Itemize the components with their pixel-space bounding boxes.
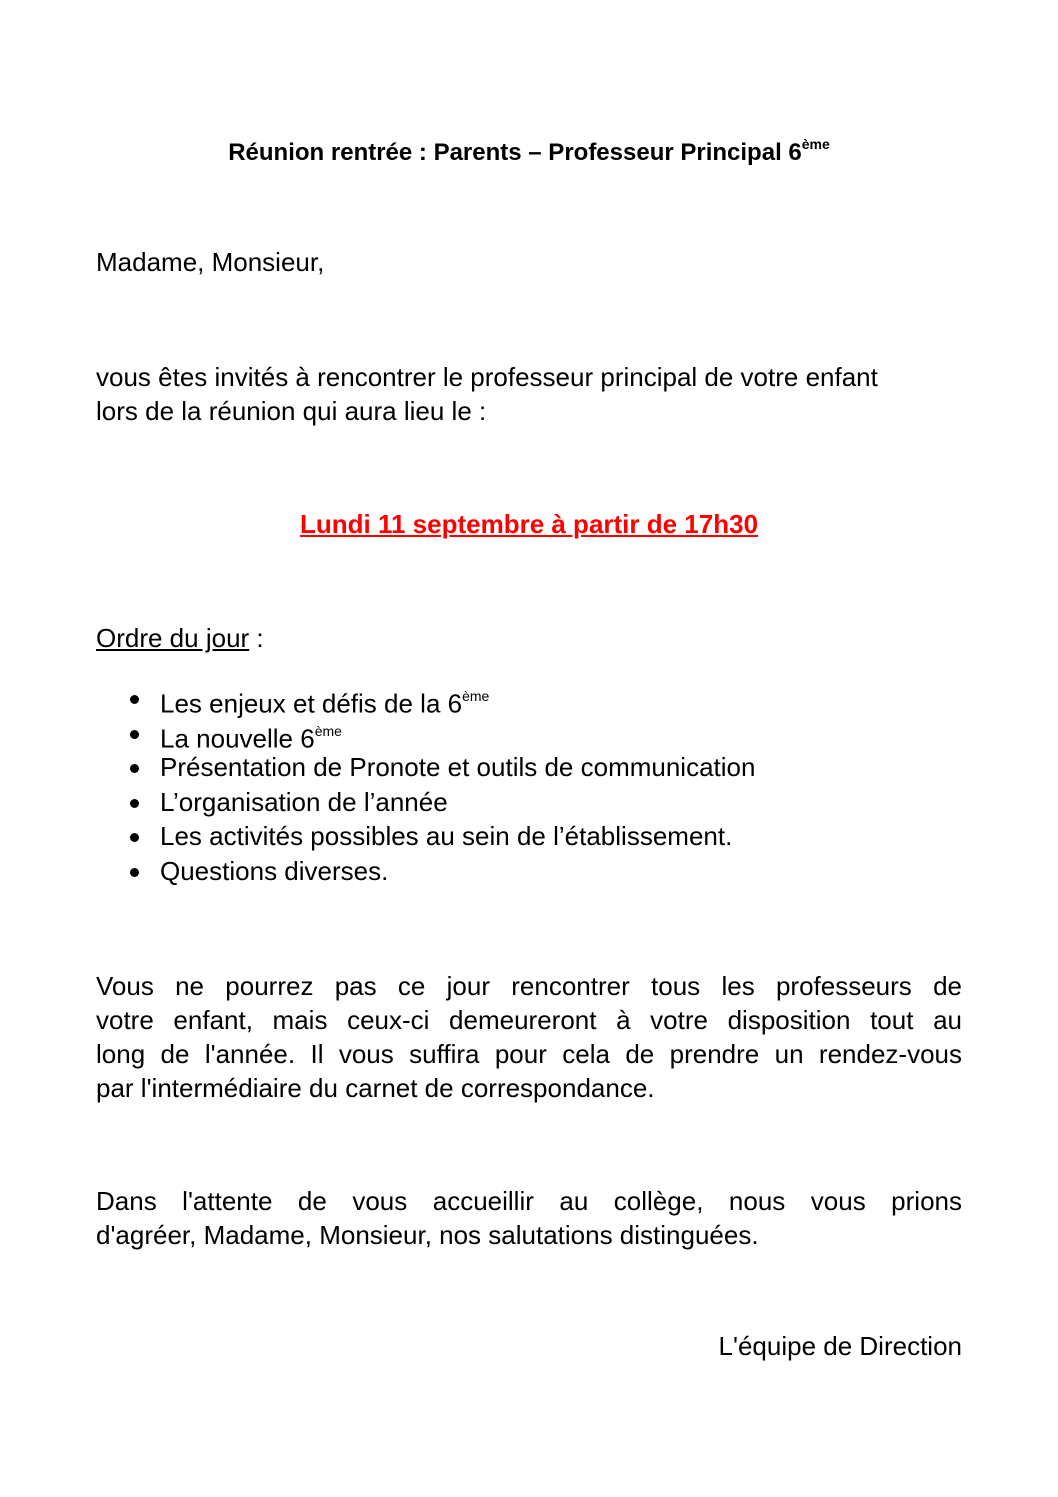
agenda-list (126, 682, 755, 889)
bullet-icon (130, 764, 139, 773)
bullet-icon (130, 833, 139, 842)
bullet-icon (130, 868, 139, 877)
agenda-item-text: Les activités possibles au sein de l’établissement. (160, 821, 733, 851)
paragraph-line: long de l'année. Il vous suffira pour cela de prendre un rendez-vous (96, 1039, 962, 1069)
agenda-colon: : (249, 623, 264, 653)
agenda-item-text: Présentation de Pronote et outils de communication (160, 752, 756, 782)
letter-title (0, 130, 1058, 169)
meeting-date: Lundi 11 septembre à partir de 17h30 (299, 509, 759, 539)
bullet-icon (130, 730, 139, 739)
bullet-icon (130, 695, 139, 704)
letter-title-superscript: ème (801, 136, 830, 152)
agenda-item-text: La nouvelle 6 (160, 723, 315, 754)
agenda-item-superscript: ème (314, 722, 342, 739)
invitation-line-2: lors de la réunion qui aura lieu le : (96, 396, 487, 426)
paragraph-line: par l'intermédiaire du carnet de correspondance. (96, 1073, 655, 1103)
paragraph-line: Dans l'attente de vous accueillir au collège, nous vous prions (96, 1186, 962, 1216)
agenda-heading (96, 622, 264, 654)
letter-title-text: Réunion rentrée : Parents – Professeur Principal 6 (228, 139, 802, 166)
closing-paragraph (96, 1184, 962, 1252)
agenda-item (126, 820, 755, 855)
agenda-item-superscript: ème (462, 688, 490, 704)
signature: L'équipe de Direction (718, 1331, 962, 1361)
paragraph-line: d'agréer, Madame, Monsieur, nos salutations distinguées. (96, 1220, 759, 1250)
agenda-item-text: Les enjeux et défis de la 6 (160, 688, 463, 719)
agenda-item-text: Questions diverses. (160, 855, 389, 886)
agenda-item-text: L’organisation de l’année (160, 786, 448, 817)
bullet-icon (130, 799, 139, 808)
agenda-item (126, 786, 755, 821)
invitation-line-1: vous êtes invités à rencontrer le professeur principal de votre enfant (96, 362, 878, 392)
agenda-item (126, 855, 755, 890)
agenda-item (126, 717, 755, 752)
agenda-item (126, 751, 755, 786)
greeting: Madame, Monsieur, (96, 247, 325, 277)
paragraph-line: votre enfant, mais ceux-ci demeureront à votre disposition tout au (96, 1005, 962, 1035)
agenda-item (126, 682, 755, 717)
availability-paragraph (96, 969, 962, 1105)
agenda-label: Ordre du jour (96, 623, 250, 653)
paragraph-line: Vous ne pourrez pas ce jour rencontrer tous les professeurs de (96, 971, 962, 1001)
